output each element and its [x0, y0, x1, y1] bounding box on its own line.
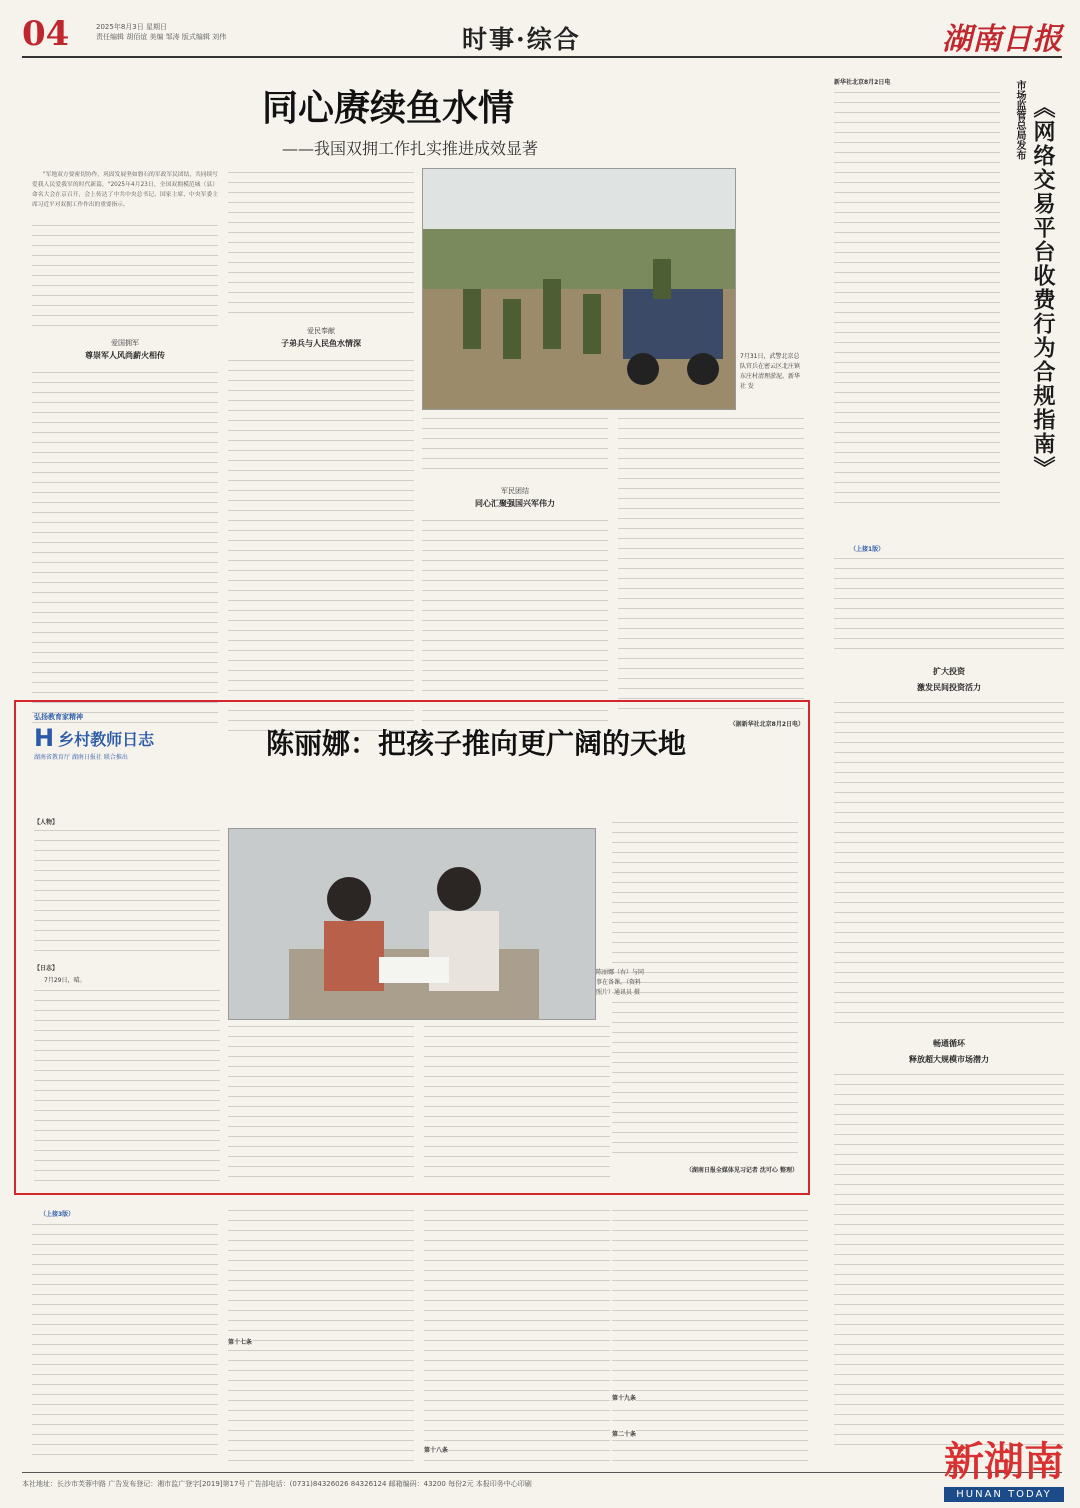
- text-lines: [834, 92, 1000, 512]
- vertical-kicker: 市场监管总局发布: [1014, 80, 1025, 160]
- teacher-headline: 陈丽娜：把孩子推向更广阔的天地: [266, 727, 687, 760]
- text-lines: [834, 1074, 1064, 1454]
- edition-date: 2025年8月3日 星期日: [96, 23, 167, 31]
- text-lines: [612, 1210, 808, 1464]
- teacher-photo: [228, 828, 596, 1020]
- text-lines: [422, 418, 608, 478]
- column-org: 湖南省教育厅 湖南日报社 联合推出: [34, 754, 128, 761]
- masthead: [22, 14, 1062, 58]
- watermark-logo: 新湖南: [944, 1438, 1064, 1485]
- vertical-headline: 《网络交易平台收费行为合规指南》: [1030, 96, 1056, 480]
- column-logo: [34, 712, 224, 772]
- footer-address: 本社地址：长沙市芙蓉中路 广告发布登记：湘市监广登字[2019]第17号 广告部电话：(0731)84326026 84326124 邮箱编码：43200 每份2元 本报印务中心印刷: [22, 1480, 532, 1488]
- text-lines: [32, 225, 218, 330]
- subsection-kicker-1: 爱国拥军: [111, 339, 139, 347]
- diary-date: 7月29日，晴。: [44, 977, 86, 984]
- right-continued: （上接1版）: [850, 546, 885, 553]
- watermark-subtitle: HUNAN TODAY: [944, 1487, 1064, 1502]
- teacher-credit: （湖南日报全媒体见习记者 沈可心 整理）: [685, 1167, 798, 1174]
- text-lines: [32, 372, 218, 732]
- subsection-kicker-2: 爱民奉献: [307, 327, 335, 335]
- section-title: 时事·综合: [462, 25, 581, 54]
- box2-title: 畅通循环: [933, 1039, 965, 1048]
- text-lines: [34, 830, 220, 960]
- text-lines: [834, 558, 1064, 658]
- text-lines: [424, 1026, 610, 1186]
- newspaper-logo: 湖南日报: [942, 22, 1062, 57]
- soldiers-photo: [422, 168, 736, 410]
- bottom-continued: （上接3版）: [40, 1211, 75, 1218]
- diary-label: 【日志】: [34, 965, 59, 972]
- watermark: [944, 1430, 1064, 1502]
- lead-photo-caption: 7月31日，武警北京总队官兵在密云区北庄镇东庄村清理淤泥。新华社 发: [740, 353, 801, 390]
- lead-end-note: （据新华社北京8月2日电）: [729, 721, 804, 728]
- text-lines: [228, 1210, 414, 1464]
- teacher-photo-caption: 陈丽娜（右）与同事在备课。（资料照片）通讯员 摄: [596, 969, 645, 996]
- edition-editors: 责任编辑 胡佰谊 美编 邹涛 版式编辑 刘伟: [96, 33, 227, 41]
- column-h-icon: H: [34, 724, 55, 752]
- article-19: 第十九条: [612, 1395, 637, 1402]
- text-lines: [834, 702, 1064, 1032]
- text-lines: [228, 172, 414, 317]
- subsection-kicker-3: 军民团结: [501, 487, 529, 495]
- box2-subtitle: 释放超大规模市场潜力: [909, 1055, 989, 1064]
- article-17: 第十七条: [228, 1339, 253, 1346]
- lead-subheadline: ——我国双拥工作扎实推进成效显著: [282, 139, 539, 158]
- right-source: 新华社北京8月2日电: [834, 79, 891, 86]
- teacher-photo-illustration: [229, 829, 595, 1019]
- article-20: 第二十条: [612, 1431, 637, 1438]
- text-lines: [422, 520, 608, 730]
- text-lines: [618, 418, 804, 718]
- subsection-title-3: 同心汇聚强国兴军伟力: [475, 499, 555, 508]
- box1-title: 扩大投资: [933, 667, 965, 676]
- text-lines: [424, 1210, 610, 1464]
- box1-subtitle: 激发民间投资活力: [917, 683, 981, 692]
- profile-label: 【人物】: [34, 819, 59, 826]
- text-lines: [34, 990, 220, 1184]
- lead-intro-text: "军地双方要密切协作，巩固发展坚如磐石的军政军民团结，共同续写爱我人民爱我军的时代新篇。"2025年4月23日，全国双拥模范城（县）命名大会在京召开，会上传达了中共中央总书记、国家主席、中央军委主席习近平对双拥工作作出的重要指示。: [32, 172, 218, 208]
- subsection-title-2: 子弟兵与人民鱼水情深: [281, 339, 361, 348]
- article-18: 第十八条: [424, 1447, 449, 1454]
- subsection-title-1: 尊崇军人风尚薪火相传: [85, 351, 165, 360]
- text-lines: [612, 822, 798, 1162]
- page-footer: [22, 1472, 1062, 1495]
- page-number: 04: [22, 14, 70, 54]
- lead-headline: 同心赓续鱼水情: [262, 87, 515, 129]
- text-lines: [228, 1026, 414, 1186]
- photo-illustration: [423, 169, 735, 409]
- column-title: 乡村教师日志: [58, 729, 155, 749]
- text-lines: [228, 360, 414, 732]
- edition-meta: [96, 22, 276, 42]
- column-tag: 弘扬教育家精神: [34, 713, 83, 721]
- text-lines: [32, 1224, 218, 1464]
